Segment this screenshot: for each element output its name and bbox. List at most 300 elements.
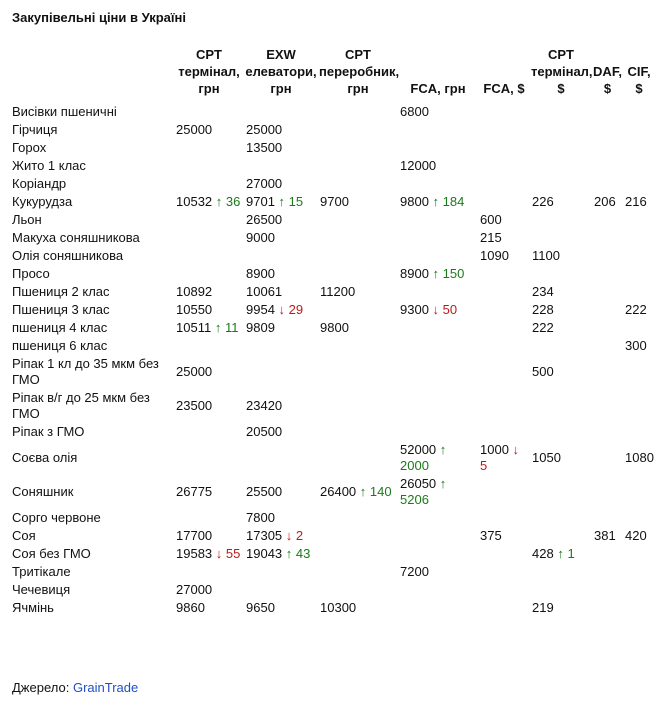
price-cell <box>478 157 530 175</box>
price-cell <box>174 563 244 581</box>
price-cell <box>318 475 398 509</box>
table-row <box>10 121 655 139</box>
arrow-up-icon: ↑ <box>557 546 564 561</box>
price-change-up <box>360 484 392 499</box>
price-cell: 8900 <box>246 266 275 281</box>
product-name: Горох <box>12 140 47 155</box>
price-cell <box>478 441 530 475</box>
price-cell <box>592 175 623 193</box>
arrow-up-icon: ↑ <box>439 442 447 457</box>
price-cell: 228 <box>532 302 554 317</box>
price-cell <box>478 121 530 139</box>
price-change-value: 11 <box>224 320 239 335</box>
price-value: 10511 <box>176 320 212 335</box>
table-row <box>10 581 655 599</box>
price-cell <box>174 229 244 247</box>
price-cell <box>592 247 623 265</box>
price-value: 17305 <box>246 528 283 543</box>
product-name: Сорго червоне <box>12 510 101 525</box>
price-cell <box>530 157 592 175</box>
price-cell <box>244 441 318 475</box>
price-cell <box>398 247 478 265</box>
price-cell <box>478 175 530 193</box>
arrow-up-icon: ↑ <box>432 266 440 281</box>
price-change-down <box>433 302 458 317</box>
product-name: Ріпак 1 кл до 35 мкм без ГМО <box>12 356 159 387</box>
arrow-down-icon: ↓ <box>432 302 440 317</box>
price-cell: 375 <box>480 528 502 543</box>
price-cell <box>174 247 244 265</box>
product-name: Висівки пшеничні <box>12 104 117 119</box>
price-cell: 10550 <box>176 302 213 317</box>
price-cell: 9000 <box>246 230 275 245</box>
price-cell <box>318 211 398 229</box>
price-cell: 13500 <box>246 140 283 155</box>
price-cell: 7800 <box>246 510 275 525</box>
price-change-up <box>433 194 465 209</box>
price-cell <box>244 545 318 563</box>
price-cell: 9800 <box>320 320 349 335</box>
price-change-value: 43 <box>295 546 311 561</box>
price-cell <box>244 247 318 265</box>
price-change-value: 184 <box>442 194 465 209</box>
price-cell <box>478 355 530 389</box>
price-cell <box>530 337 592 355</box>
price-cell <box>623 355 655 389</box>
price-cell: 27000 <box>176 582 213 597</box>
price-cell <box>530 211 592 229</box>
table-row <box>10 355 655 389</box>
price-cell <box>592 581 623 599</box>
price-cell <box>478 389 530 423</box>
price-cell <box>623 247 655 265</box>
price-cell <box>623 475 655 509</box>
price-cell <box>530 563 592 581</box>
price-cell <box>244 355 318 389</box>
page-title: Закупівельні ціни в Україні <box>12 10 187 25</box>
table-row <box>10 475 655 509</box>
price-cell <box>623 599 655 617</box>
price-cell <box>398 441 478 475</box>
price-cell <box>592 121 623 139</box>
price-cell <box>478 581 530 599</box>
price-cell <box>318 103 398 121</box>
price-cell: 27000 <box>246 176 283 191</box>
price-cell <box>398 139 478 157</box>
price-change-value: 1 <box>567 546 575 561</box>
price-cell <box>174 157 244 175</box>
table-row <box>10 211 655 229</box>
price-cell <box>592 103 623 121</box>
price-cell <box>244 301 318 319</box>
price-cell <box>318 527 398 545</box>
price-cell <box>623 121 655 139</box>
price-cell <box>244 563 318 581</box>
price-cell <box>398 509 478 527</box>
price-cell: 500 <box>532 364 554 379</box>
price-cell <box>398 475 478 509</box>
price-cell <box>592 229 623 247</box>
price-cell <box>478 545 530 563</box>
product-name: Чечевиця <box>12 582 71 597</box>
source-link[interactable]: GrainTrade <box>72 680 139 695</box>
price-cell <box>318 265 398 283</box>
price-cell <box>318 545 398 563</box>
price-cell <box>244 337 318 355</box>
product-name: Просо <box>12 266 50 281</box>
price-cell <box>478 475 530 509</box>
price-cell <box>478 599 530 617</box>
price-cell <box>530 545 592 563</box>
product-name: Коріандр <box>12 176 67 191</box>
table-row <box>10 319 655 337</box>
price-cell <box>318 157 398 175</box>
product-name: Жито 1 клас <box>12 158 86 173</box>
price-cell <box>318 563 398 581</box>
price-cell <box>244 193 318 211</box>
price-change-value: 29 <box>288 302 304 317</box>
column-header: CPT переробник, грн <box>319 47 400 96</box>
product-name: Гірчиця <box>12 122 58 137</box>
price-cell <box>398 175 478 193</box>
price-cell: 26775 <box>176 484 213 499</box>
table-row <box>10 157 655 175</box>
price-cell: 300 <box>625 338 647 353</box>
price-cell <box>174 441 244 475</box>
price-change-up <box>286 546 311 561</box>
table-body <box>10 103 655 617</box>
price-value: 8900 <box>400 266 429 281</box>
price-cell <box>623 423 655 441</box>
arrow-down-icon: ↓ <box>285 528 293 543</box>
arrow-down-icon: ↓ <box>278 302 286 317</box>
price-cell <box>318 509 398 527</box>
product-name: Соєва олія <box>12 450 78 465</box>
price-cell <box>174 337 244 355</box>
price-change-up <box>215 320 239 335</box>
price-cell <box>623 229 655 247</box>
price-cell <box>623 509 655 527</box>
price-cell: 25500 <box>246 484 283 499</box>
price-cell <box>478 193 530 211</box>
price-cell <box>478 139 530 157</box>
arrow-up-icon: ↑ <box>285 546 293 561</box>
price-cell <box>623 103 655 121</box>
price-cell <box>530 389 592 423</box>
price-cell <box>478 509 530 527</box>
price-cell <box>530 175 592 193</box>
price-cell: 222 <box>625 302 647 317</box>
price-cell <box>530 475 592 509</box>
price-cell <box>318 175 398 193</box>
price-cell <box>592 337 623 355</box>
column-header: DAF, $ <box>593 64 622 96</box>
arrow-up-icon: ↑ <box>214 320 222 335</box>
price-cell <box>398 301 478 319</box>
price-cell <box>318 121 398 139</box>
price-cell: 17700 <box>176 528 213 543</box>
price-cell <box>530 509 592 527</box>
product-name: Ріпак з ГМО <box>12 424 85 439</box>
price-cell: 1080 <box>625 450 654 465</box>
column-header: CPT термінал, грн <box>178 47 240 96</box>
price-cell <box>174 319 244 337</box>
price-cell <box>318 139 398 157</box>
price-cell <box>398 599 478 617</box>
price-value: 19583 <box>176 546 213 561</box>
price-cell <box>530 581 592 599</box>
price-cell <box>623 545 655 563</box>
table-row <box>10 229 655 247</box>
price-cell <box>398 229 478 247</box>
product-name: Тритікале <box>12 564 71 579</box>
price-cell <box>623 389 655 423</box>
price-value: 26400 <box>320 484 357 499</box>
price-cell <box>398 423 478 441</box>
price-change-value: 150 <box>442 266 465 281</box>
source-label: Джерело: <box>12 680 70 695</box>
price-change-down <box>216 546 241 561</box>
price-cell <box>623 175 655 193</box>
product-name: Соняшник <box>12 484 74 499</box>
arrow-up-icon: ↑ <box>359 484 367 499</box>
price-cell <box>478 423 530 441</box>
price-cell <box>530 527 592 545</box>
product-name: пшениця 6 клас <box>12 338 108 353</box>
price-cell: 600 <box>480 212 502 227</box>
price-cell: 25000 <box>176 364 213 379</box>
price-cell <box>592 301 623 319</box>
price-cell <box>478 283 530 301</box>
price-cell <box>592 441 623 475</box>
table-row <box>10 563 655 581</box>
price-cell <box>244 103 318 121</box>
column-header: CIF, $ <box>627 64 651 96</box>
price-cell <box>530 139 592 157</box>
price-cell <box>530 103 592 121</box>
price-cell: 1100 <box>532 248 560 263</box>
price-cell <box>244 581 318 599</box>
price-cell <box>174 175 244 193</box>
price-cell <box>592 475 623 509</box>
product-name: Кукурудза <box>12 194 73 209</box>
price-cell <box>592 211 623 229</box>
price-value: 26050 <box>400 476 437 491</box>
table-row <box>10 139 655 157</box>
price-cell <box>244 527 318 545</box>
price-value: 1000 <box>480 442 509 457</box>
price-cell <box>318 441 398 475</box>
price-cell: 10061 <box>246 284 283 299</box>
price-cell <box>398 389 478 423</box>
arrow-down-icon: ↓ <box>512 442 520 457</box>
table-row <box>10 599 655 617</box>
price-change-value: 55 <box>225 546 241 561</box>
column-header <box>10 46 174 103</box>
price-value: 9701 <box>246 194 275 209</box>
price-cell <box>623 319 655 337</box>
table-row <box>10 283 655 301</box>
price-cell: 219 <box>532 600 554 615</box>
price-cell: 7200 <box>400 564 429 579</box>
table-row <box>10 193 655 211</box>
price-cell: 222 <box>532 320 554 335</box>
price-cell <box>592 283 623 301</box>
price-cell <box>592 423 623 441</box>
price-cell: 12000 <box>400 158 437 173</box>
price-table <box>10 46 655 617</box>
price-cell: 381 <box>594 528 616 543</box>
product-name: Ячмінь <box>12 600 54 615</box>
price-cell <box>398 355 478 389</box>
price-cell <box>623 581 655 599</box>
price-cell <box>174 545 244 563</box>
table-header-row <box>10 46 655 103</box>
price-cell <box>592 389 623 423</box>
column-header: FCA, $ <box>483 81 525 96</box>
price-change-value: 2 <box>295 528 304 543</box>
price-cell <box>318 389 398 423</box>
table-row <box>10 175 655 193</box>
price-cell <box>398 337 478 355</box>
price-cell: 1090 <box>480 248 509 263</box>
price-change-value: 36 <box>225 194 241 209</box>
price-cell <box>318 337 398 355</box>
price-cell: 215 <box>480 230 502 245</box>
price-change-value: 2000 <box>400 458 429 473</box>
price-value: 9300 <box>400 302 429 317</box>
price-value: 19043 <box>246 546 283 561</box>
price-cell <box>398 121 478 139</box>
price-cell <box>174 139 244 157</box>
price-change-value: 5 <box>480 458 488 473</box>
price-cell <box>398 527 478 545</box>
price-cell <box>318 229 398 247</box>
price-cell <box>592 265 623 283</box>
price-cell: 234 <box>532 284 554 299</box>
price-cell <box>592 545 623 563</box>
price-value: 9954 <box>246 302 275 317</box>
price-cell <box>623 157 655 175</box>
price-cell <box>530 121 592 139</box>
price-cell: 226 <box>532 194 554 209</box>
table-row <box>10 247 655 265</box>
price-cell <box>592 599 623 617</box>
column-header: CPT термінал, $ <box>531 47 593 96</box>
source-line <box>12 680 138 695</box>
price-cell: 1050 <box>532 450 561 465</box>
price-cell <box>398 211 478 229</box>
price-cell <box>398 193 478 211</box>
price-change-up <box>216 194 241 209</box>
price-cell <box>318 581 398 599</box>
arrow-up-icon: ↑ <box>215 194 223 209</box>
price-cell <box>592 319 623 337</box>
price-cell <box>592 563 623 581</box>
arrow-up-icon: ↑ <box>439 476 447 491</box>
table-row <box>10 509 655 527</box>
price-cell <box>478 265 530 283</box>
product-name: Макуха соняшникова <box>12 230 140 245</box>
price-change-down <box>286 528 303 543</box>
price-cell <box>174 509 244 527</box>
price-cell: 10300 <box>320 600 357 615</box>
table-row <box>10 545 655 563</box>
price-cell: 9809 <box>246 320 275 335</box>
price-cell <box>478 319 530 337</box>
price-cell: 10892 <box>176 284 213 299</box>
price-cell <box>478 103 530 121</box>
price-cell: 11200 <box>320 284 356 299</box>
table-row <box>10 265 655 283</box>
product-name: Ріпак в/г до 25 мкм без ГМО <box>12 390 150 421</box>
price-cell <box>398 319 478 337</box>
price-cell: 25000 <box>246 122 283 137</box>
price-cell <box>398 265 478 283</box>
price-cell: 23420 <box>246 398 283 413</box>
product-name: Пшениця 2 клас <box>12 284 110 299</box>
column-header: FCA, грн <box>410 81 466 96</box>
price-cell <box>174 265 244 283</box>
product-name: Олія соняшникова <box>12 248 124 263</box>
price-cell <box>623 283 655 301</box>
price-value: 10532 <box>176 194 213 209</box>
column-header: EXW елеватори, грн <box>245 47 317 96</box>
price-cell <box>174 211 244 229</box>
price-cell <box>398 581 478 599</box>
price-cell <box>592 355 623 389</box>
price-cell <box>478 337 530 355</box>
price-cell: 216 <box>625 194 647 209</box>
price-cell: 20500 <box>246 424 283 439</box>
price-cell <box>592 157 623 175</box>
price-change-up <box>279 194 304 209</box>
price-cell <box>318 247 398 265</box>
price-cell <box>318 301 398 319</box>
arrow-up-icon: ↑ <box>278 194 286 209</box>
price-cell: 25000 <box>176 122 213 137</box>
arrow-up-icon: ↑ <box>432 194 440 209</box>
product-name: Пшениця 3 клас <box>12 302 110 317</box>
product-name: Соя <box>12 528 36 543</box>
price-cell <box>623 265 655 283</box>
price-cell <box>623 211 655 229</box>
price-cell <box>174 423 244 441</box>
arrow-down-icon: ↓ <box>215 546 223 561</box>
price-change-down <box>279 302 304 317</box>
price-cell: 23500 <box>176 398 213 413</box>
price-change-up <box>433 266 465 281</box>
price-cell <box>592 509 623 527</box>
table-row <box>10 441 655 475</box>
price-cell <box>592 139 623 157</box>
price-cell: 206 <box>594 194 616 209</box>
price-cell <box>478 301 530 319</box>
price-cell <box>318 355 398 389</box>
price-cell: 9650 <box>246 600 275 615</box>
price-cell <box>174 103 244 121</box>
table-row <box>10 389 655 423</box>
price-cell <box>530 423 592 441</box>
table-row <box>10 301 655 319</box>
price-cell <box>398 283 478 301</box>
price-value: 9800 <box>400 194 429 209</box>
price-cell <box>174 193 244 211</box>
price-cell <box>530 229 592 247</box>
price-value: 52000 <box>400 442 437 457</box>
price-change-up <box>557 546 574 561</box>
price-cell <box>623 563 655 581</box>
